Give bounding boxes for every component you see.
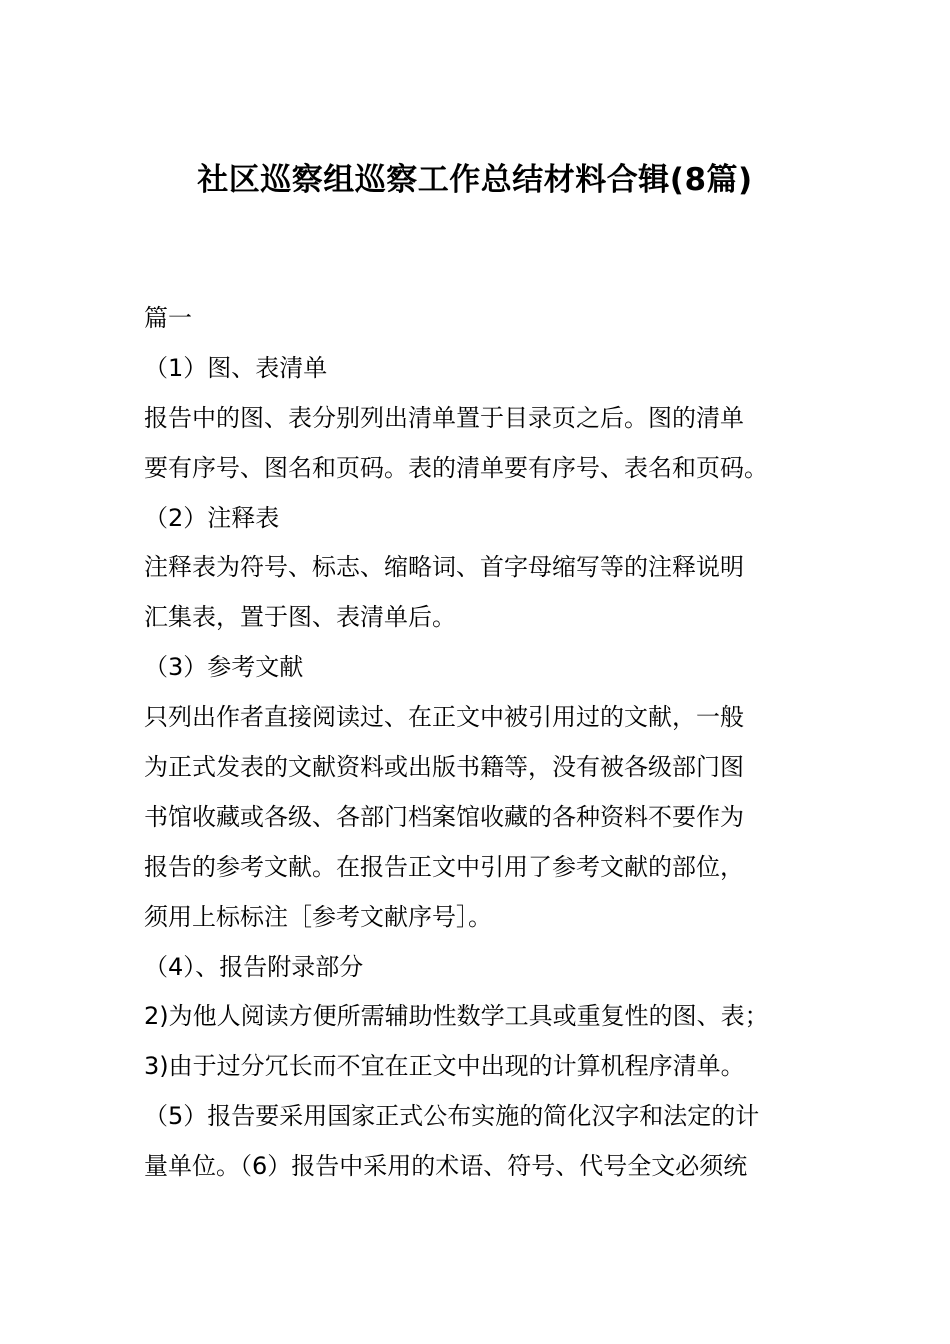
text-line: 要有序号、图名和页码。表的清单要有序号、表名和页码。 — [144, 453, 768, 482]
text-line: 报告的参考文献。在报告正文中引用了参考文献的部位， — [144, 852, 744, 881]
text-line: 3)由于过分冗长而不宜在正文中出现的计算机程序清单。 — [144, 1052, 745, 1081]
text-line: 汇集表，置于图、表清单后。 — [144, 603, 456, 632]
text-line: 只列出作者直接阅读过、在正文中被引用过的文献，一般 — [144, 703, 744, 732]
text-line: 为正式发表的文献资料或出版书籍等，没有被各级部门图 — [144, 753, 744, 782]
document-title: 社区巡察组巡察工作总结材料合辑(8篇) — [197, 162, 753, 198]
text-line: 量单位。（6）报告中采用的术语、符号、代号全文必须统 — [144, 1152, 748, 1181]
text-line: （5）报告要采用国家正式公布实施的简化汉字和法定的计 — [144, 1102, 760, 1131]
text-line: （3）参考文献 — [144, 653, 304, 682]
text-line: 须用上标标注［参考文献序号］。 — [144, 902, 492, 931]
text-line: 篇一 — [144, 304, 192, 332]
text-line: （1）图、表清单 — [144, 353, 328, 382]
text-line: 报告中的图、表分别列出清单置于目录页之后。图的清单 — [144, 403, 744, 432]
text-line: （2）注释表 — [144, 503, 280, 532]
text-line: （4）、报告附录部分 — [144, 952, 364, 981]
text-line: 注释表为符号、标志、缩略词、首字母缩写等的注释说明 — [144, 553, 744, 582]
document-body — [144, 294, 816, 1192]
text-line: 2)为他人阅读方便所需辅助性数学工具或重复性的图、表； — [144, 1002, 769, 1031]
text-line: 书馆收藏或各级、各部门档案馆收藏的各种资料不要作为 — [144, 802, 744, 831]
